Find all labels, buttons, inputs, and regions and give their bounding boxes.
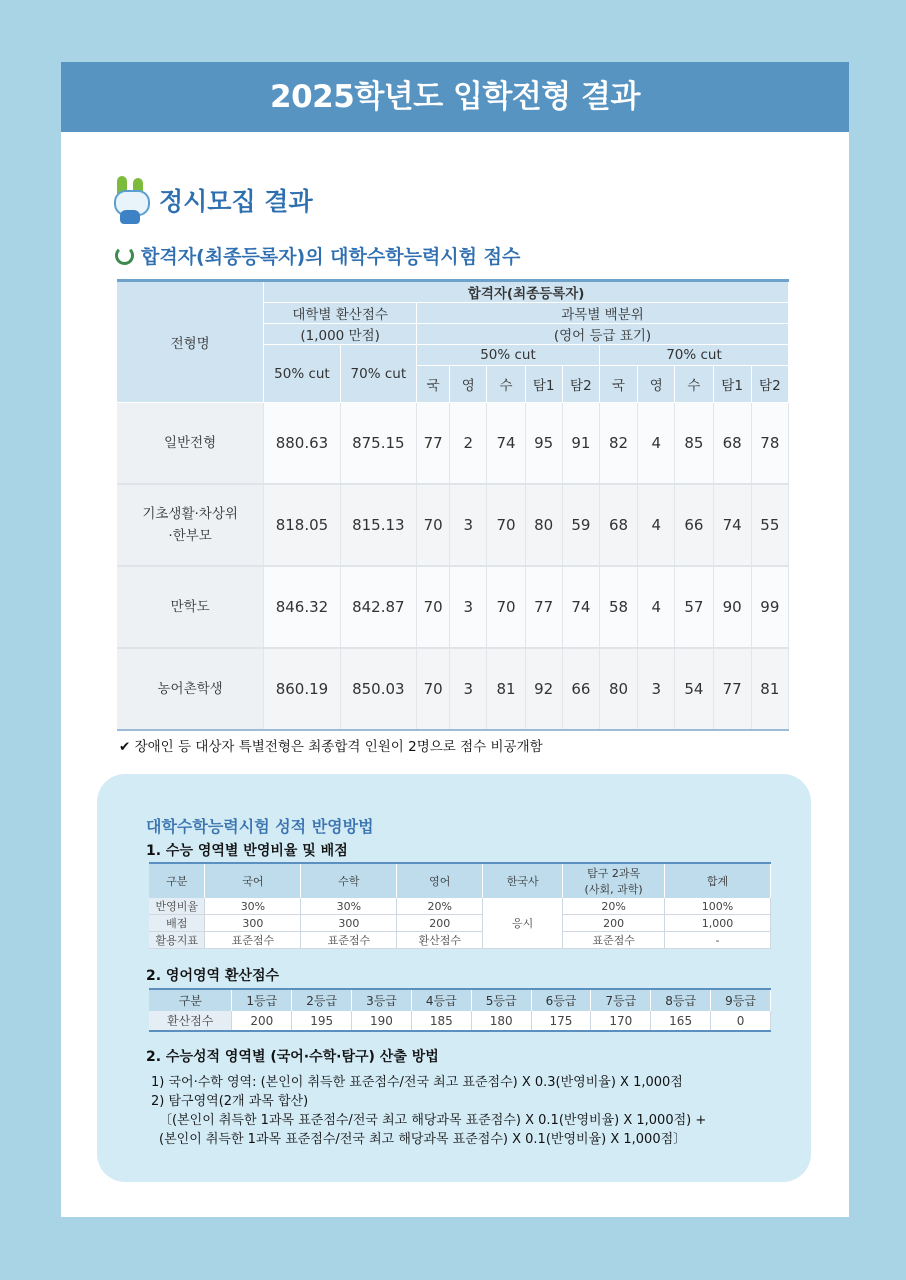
cell: 81 [487, 648, 525, 730]
header-group: 합격자(최종등록자) [264, 281, 789, 303]
t2-header: 구분 [149, 989, 232, 1011]
cell: 200 [397, 915, 483, 932]
cell: 배점 [149, 915, 205, 932]
cell: 78 [751, 403, 788, 485]
t1-header: 한국사 [483, 863, 563, 898]
header-s50: 50% cut [417, 345, 600, 366]
header-subject: 탐1 [713, 366, 751, 403]
row-name: 만학도 [117, 566, 264, 648]
t2-header: 8등급 [651, 989, 711, 1011]
header-conv2: (1,000 만점) [264, 324, 417, 345]
t2-header: 2등급 [292, 989, 352, 1011]
refresh-circle-icon [115, 246, 134, 265]
cell: 3 [450, 566, 487, 648]
cell: 표준점수 [301, 932, 397, 949]
cell: 99 [751, 566, 788, 648]
table-row [117, 566, 789, 648]
formula-line: 2) 탐구영역(2개 과목 합산) [151, 1094, 309, 1109]
cell: 표준점수 [563, 932, 665, 949]
cell: 74 [562, 566, 599, 648]
formula-lines [151, 1073, 706, 1149]
table-row [117, 484, 789, 566]
t2-header: 4등급 [411, 989, 471, 1011]
t2-header: 3등급 [352, 989, 412, 1011]
results-body [117, 403, 789, 731]
formula-line: 1) 국어·수학 영역: (본인이 취득한 표준점수/전국 최고 표준점수) X 0.3(반영비율) X 1,000점 [151, 1075, 683, 1090]
table-row [149, 1011, 771, 1031]
cell: 환산점수 [149, 1011, 232, 1031]
cell: 100% [665, 898, 771, 915]
formula-line: (본인이 취득한 1과목 표준점수/전국 최고 해당과목 표준점수) X 0.1(반영비율) X 1,000점〕 [159, 1132, 687, 1147]
panel-title: 대학수학능력시험 성적 반영방법 [146, 817, 374, 836]
header-pct1: 과목별 백분위 [417, 303, 789, 324]
cell: 80 [525, 484, 562, 566]
cell: 4 [638, 484, 675, 566]
header-subject: 탐1 [525, 366, 562, 403]
mascot-icon [111, 176, 151, 224]
row-name: 일반전형 [117, 403, 264, 485]
subsection-heading [115, 242, 520, 269]
cell: 180 [471, 1011, 531, 1031]
header-subject: 수 [487, 366, 525, 403]
cell: 59 [562, 484, 599, 566]
t2-header: 6등급 [531, 989, 591, 1011]
cell: 77 [417, 403, 450, 485]
header-subject: 탐2 [751, 366, 788, 403]
cell: 82 [599, 403, 637, 485]
cell: 77 [525, 566, 562, 648]
cell: 185 [411, 1011, 471, 1031]
cell: 2 [450, 403, 487, 485]
cell: 70 [487, 484, 525, 566]
cell: 20% [397, 898, 483, 915]
header-subject: 국 [417, 366, 450, 403]
t1-header: 합계 [665, 863, 771, 898]
cell: 190 [352, 1011, 412, 1031]
panel-heading-2: 2. 영어영역 환산점수 [146, 968, 279, 984]
cell: 3 [450, 484, 487, 566]
banner-title: 2025학년도 입학전형 결과 [270, 79, 640, 115]
t1-header: 수학 [301, 863, 397, 898]
cell: 74 [487, 403, 525, 485]
cell: 30% [205, 898, 301, 915]
cell: 300 [205, 915, 301, 932]
panel-heading-1: 1. 수능 영역별 반영비율 및 배점 [146, 843, 348, 859]
header-subject: 탐2 [562, 366, 599, 403]
cell: 165 [651, 1011, 711, 1031]
cell: 4 [638, 403, 675, 485]
cell: 활용지표 [149, 932, 205, 949]
cell-c50: 818.05 [264, 484, 340, 566]
header-subject: 수 [675, 366, 713, 403]
header-s70: 70% cut [599, 345, 788, 366]
results-table [117, 279, 789, 731]
cell-history: 응시 [483, 898, 563, 949]
header-c50: 50% cut [264, 345, 340, 403]
cell: 92 [525, 648, 562, 730]
cell-c50: 880.63 [264, 403, 340, 485]
cell: 68 [713, 403, 751, 485]
cell: 58 [599, 566, 637, 648]
table-row [117, 648, 789, 730]
method-panel [97, 774, 811, 1182]
cell: 70 [417, 484, 450, 566]
cell: 70 [417, 648, 450, 730]
subsection-title: 합격자(최종등록자)의 대학수학능력시험 점수 [141, 246, 521, 268]
t2-header: 1등급 [232, 989, 292, 1011]
cell: 68 [599, 484, 637, 566]
cell: 3 [638, 648, 675, 730]
t1-header: 구분 [149, 863, 205, 898]
cell: 20% [563, 898, 665, 915]
header-subject: 영 [450, 366, 487, 403]
cell: - [665, 932, 771, 949]
cell: 0 [711, 1011, 771, 1031]
panel-heading-3: 2. 수능성적 영역별 (국어·수학·탐구) 산출 방법 [146, 1049, 439, 1065]
table-row [117, 403, 789, 485]
header-c70: 70% cut [340, 345, 416, 403]
page-banner [61, 62, 849, 132]
cell: 170 [591, 1011, 651, 1031]
cell: 195 [292, 1011, 352, 1031]
table-row [149, 898, 771, 915]
cell: 1,000 [665, 915, 771, 932]
cell-c70: 815.13 [340, 484, 416, 566]
header-type: 전형명 [117, 281, 264, 403]
t1-header: 영어 [397, 863, 483, 898]
section-heading [111, 176, 313, 224]
cell: 66 [562, 648, 599, 730]
cell: 200 [563, 915, 665, 932]
cell: 80 [599, 648, 637, 730]
cell: 표준점수 [205, 932, 301, 949]
cell-c70: 850.03 [340, 648, 416, 730]
cell: 91 [562, 403, 599, 485]
cell: 90 [713, 566, 751, 648]
cell: 3 [450, 648, 487, 730]
cell: 54 [675, 648, 713, 730]
header-subject: 영 [638, 366, 675, 403]
table-row [149, 915, 771, 932]
cell-c50: 846.32 [264, 566, 340, 648]
cell: 4 [638, 566, 675, 648]
document-page [61, 62, 849, 1217]
cell: 57 [675, 566, 713, 648]
cell: 95 [525, 403, 562, 485]
cell-c70: 875.15 [340, 403, 416, 485]
t1-header-inquiry: 탐구 2과목 (사회, 과학) [563, 863, 665, 898]
cell: 77 [713, 648, 751, 730]
cell: 66 [675, 484, 713, 566]
header-conv1: 대학별 환산점수 [264, 303, 417, 324]
cell: 70 [487, 566, 525, 648]
header-pct2: (영어 등급 표기) [417, 324, 789, 345]
cell: 환산점수 [397, 932, 483, 949]
cell: 200 [232, 1011, 292, 1031]
t1-header: 국어 [205, 863, 301, 898]
cell-c70: 842.87 [340, 566, 416, 648]
cell: 반영비율 [149, 898, 205, 915]
t2-header: 7등급 [591, 989, 651, 1011]
cell: 70 [417, 566, 450, 648]
cell: 30% [301, 898, 397, 915]
cell: 74 [713, 484, 751, 566]
formula-line: 〔(본인이 취득한 1과목 표준점수/전국 최고 해당과목 표준점수) X 0.1(반영비율) X 1,000점) + [159, 1113, 707, 1128]
cell-c50: 860.19 [264, 648, 340, 730]
cell: 300 [301, 915, 397, 932]
t2-header: 5등급 [471, 989, 531, 1011]
cell: 55 [751, 484, 788, 566]
cell: 81 [751, 648, 788, 730]
t2-header: 9등급 [711, 989, 771, 1011]
cell: 85 [675, 403, 713, 485]
row-name: 기초생활·차상위 ·한부모 [117, 484, 264, 566]
header-subject: 국 [599, 366, 637, 403]
cell: 175 [531, 1011, 591, 1031]
ratio-table [149, 862, 771, 949]
section-title: 정시모집 결과 [159, 187, 313, 216]
row-name: 농어촌학생 [117, 648, 264, 730]
footnote: ✔ 장애인 등 대상자 특별전형은 최종합격 인원이 2명으로 점수 비공개함 [119, 739, 543, 755]
table-row [149, 932, 771, 949]
english-table [149, 988, 771, 1032]
